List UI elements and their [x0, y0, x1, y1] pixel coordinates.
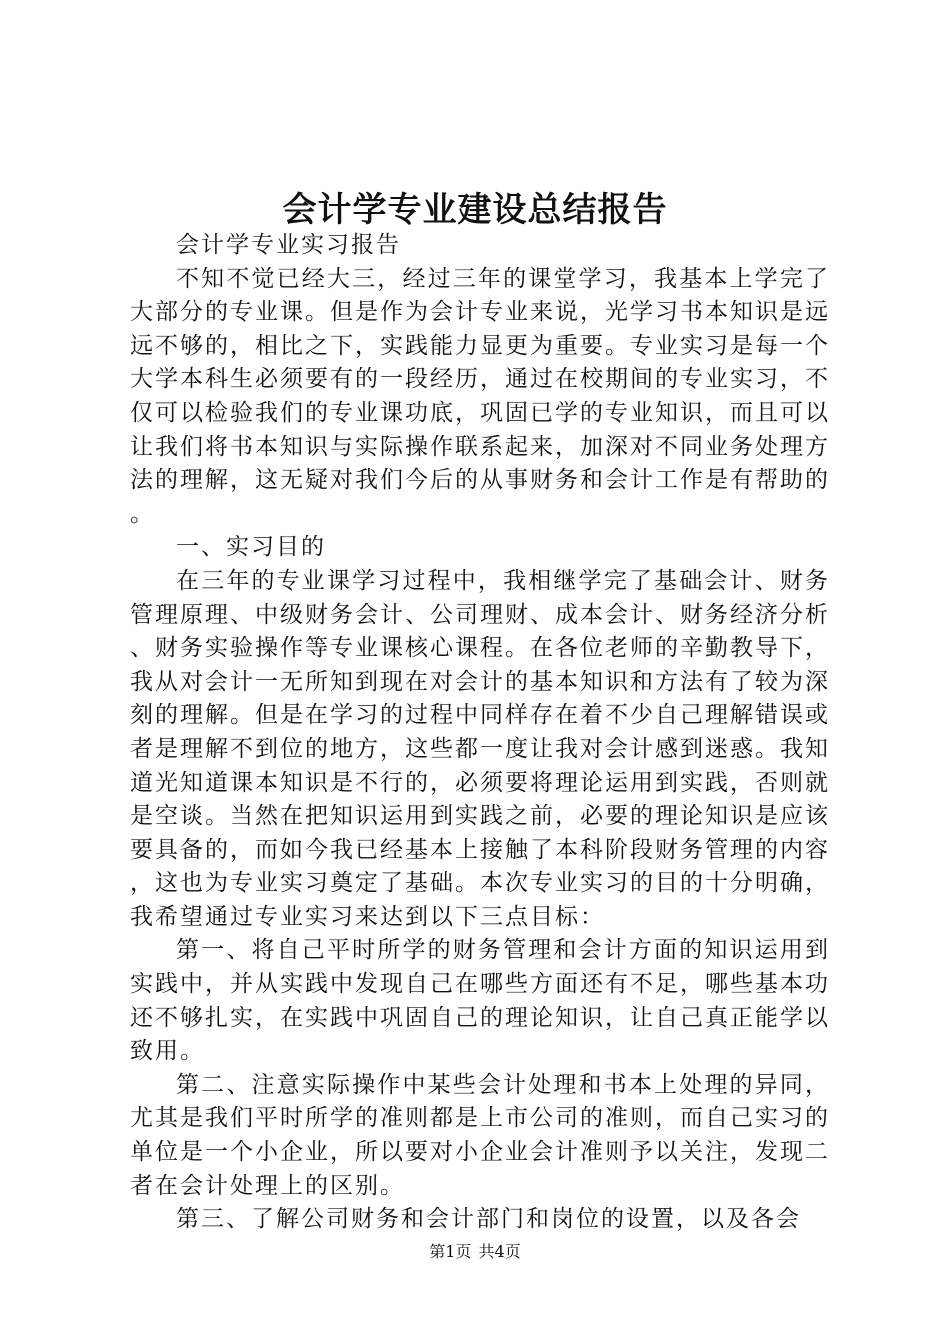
page-total: 共4页 [478, 1242, 521, 1261]
paragraph-goal-3: 第三、了解公司财务和会计部门和岗位的设置，以及各会 [176, 1206, 801, 1233]
paragraph-intro: 不知不觉已经大三，经过三年的课堂学习，我基本上学完了大部分的专业课。但是作为会计专业来说，光学习书本知识是远远不够的，相比之下，实践能力显更为重要。专业实习是每一个大学本科生必须要有的一段经历，通过在校期间的专业实习，不仅可以检验我们的专业课功底，巩固已学的专业知识，而且可以让我们将书本知识与实际操作联系起来，加深对不同业务处理方法的理解，这无疑对我们今后的从事财务和会计工作是有帮助的。 [130, 265, 830, 527]
paragraph-purpose: 在三年的专业课学习过程中，我相继学完了基础会计、财务管理原理、中级财务会计、公司理财、成本会计、财务经济分析、财务实验操作等专业课核心课程。在各位老师的辛勤教导下，我从对会计一无所知到现在对会计的基本知识和方法有了较为深刻的理解。但是在学习的过程中同样存在着不少自己理解错误或者是理解不到位的地方，这些都一度让我对会计感到迷惑。我知道光知道课本知识是不行的，必须要将理论运用到实践，否则就是空谈。当然在把知识运用到实践之前，必要的理论知识是应该要具备的，而如今我已经基本上接触了本科阶段财务管理的内容，这也为专业实习奠定了基础。本次专业实习的目的十分明确，我希望通过专业实习来达到以下三点目标： [130, 567, 830, 930]
document-title: 会计学专业建设总结报告 [282, 190, 668, 230]
paragraph-subtitle: 会计学专业实习报告 [176, 232, 401, 258]
paragraph-goal-1: 第一、将自己平时所学的财务管理和会计方面的知识运用到实践中，并从实践中发现自己在哪些方面还有不足，哪些基本功还不够扎实，在实践中巩固自己的理论知识，让自己真正能学以致用。 [130, 937, 830, 1065]
section-heading-purpose: 一、实习目的 [176, 534, 326, 561]
page-footer [0, 1240, 950, 1264]
page-number: 第1页 [429, 1242, 472, 1261]
document-body [130, 229, 830, 1237]
paragraph-goal-2: 第二、注意实际操作中某些会计处理和书本上处理的异同，尤其是我们平时所学的准则都是上市公司的准则，而自己实习的单位是一个小企业，所以要对小企业会计准则予以关注，发现二者在会计处理上的区别。 [130, 1071, 830, 1199]
